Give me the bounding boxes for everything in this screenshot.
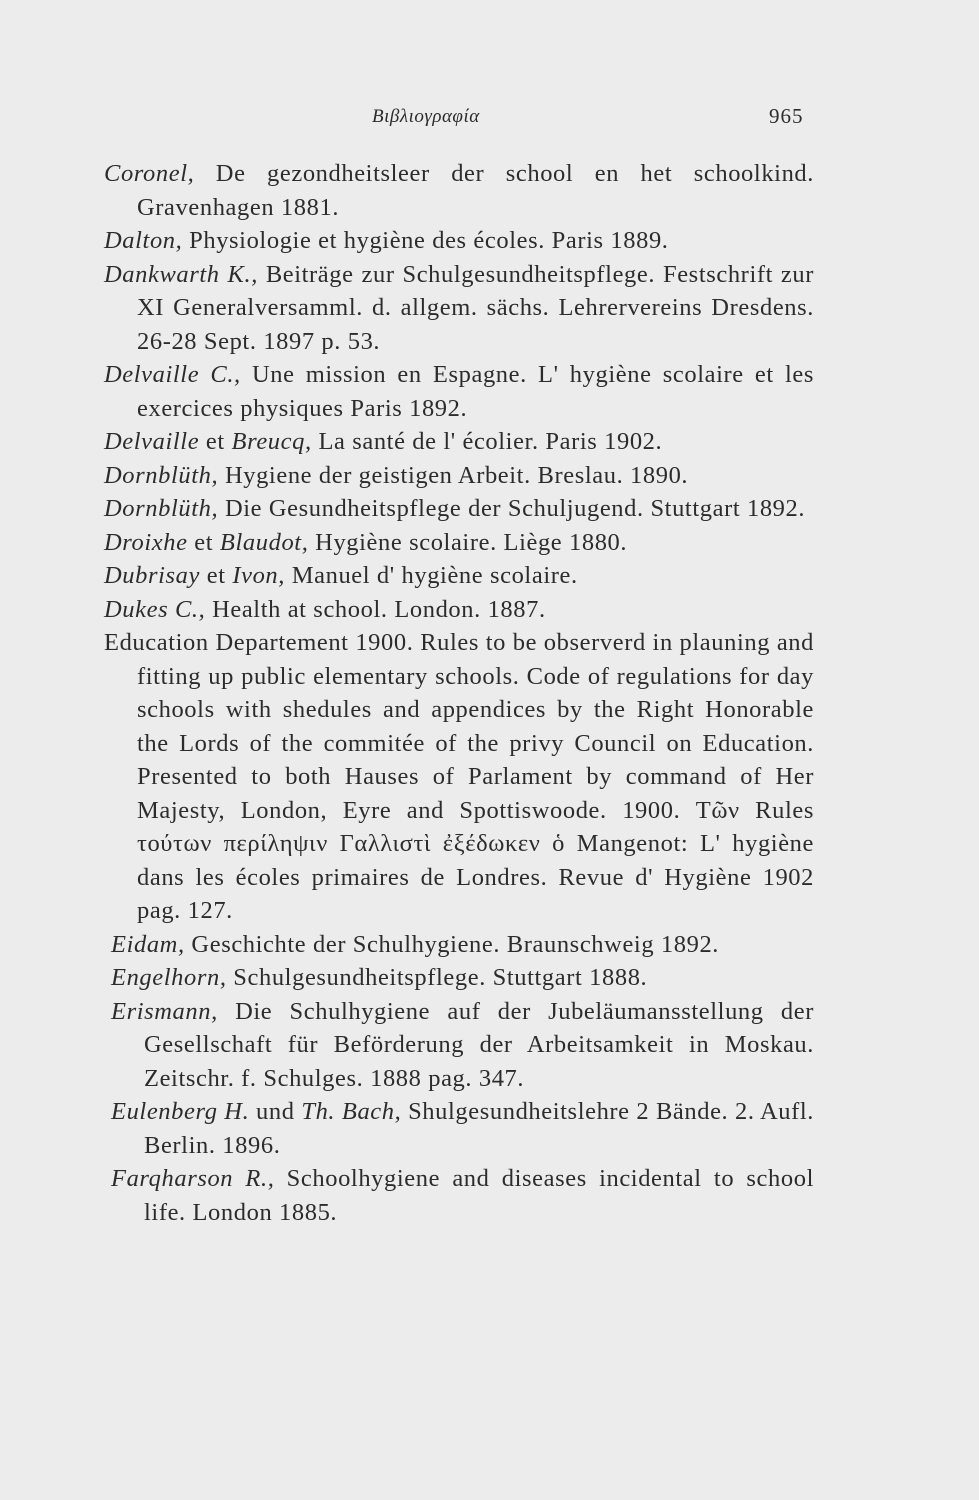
entry-text: Die Gesundheitspflege der Schuljugend. Stuttgart 1892. (218, 495, 806, 522)
entry-text: Geschichte der Schulhygiene. Braunschweig 1892. (184, 930, 720, 958)
entry-coauthor: Th. Bach, (301, 1098, 402, 1125)
bibliography-entry (104, 258, 814, 359)
entry-text: Schoolhygiene and diseases incidental to school life. London 1885. (144, 1165, 814, 1226)
entry-author: Droixhe (104, 528, 188, 556)
entry-text: La santé de l' écolier. Paris 1902. (311, 428, 663, 455)
entry-author: Engelhorn, (111, 964, 227, 991)
entry-connector: und (249, 1098, 302, 1125)
bibliography-list (104, 157, 814, 1229)
bibliography-entry (104, 459, 814, 493)
entry-coauthor: Breucq, (231, 428, 312, 455)
entry-author: Coronel, (104, 160, 195, 187)
entry-text: Schulgesundheitspflege. Stuttgart 1888. (226, 964, 648, 991)
entry-text: Beiträge zur Schulgesundheitspflege. Festschrift zur XI Generalversamml. d. allgem. sächs. Lehrervereins Dresdens. 26-28 Sept. 1897 p. 53. (137, 260, 814, 355)
bibliography-entry (111, 1162, 814, 1229)
entry-connector: et (200, 562, 233, 589)
running-title: Βιβλιογραφία (372, 106, 480, 127)
bibliography-entry (104, 425, 814, 459)
entry-author: Dubrisay (104, 562, 200, 589)
entry-author: Eidam, (111, 930, 185, 958)
entry-text: Manuel d' hygiène scolaire. (285, 562, 578, 589)
bibliography-entry (104, 224, 814, 258)
entry-author: Dornblüth, (104, 461, 219, 489)
page-number: 965 (769, 104, 804, 128)
entry-text: Hygiene der geistigen Arbeit. Breslau. 1890. (218, 461, 689, 489)
entry-text: Education Departement 1900. Rules to be observerd in plauning and fitting up public elementary schools. Code of regulations for day schools with shedules and appendices by the Right Honorable the Lords of the commitée of the privy Council on Education. Presented to both Hauses of Parlament by command of Her Majesty, London, Eyre and Spottiswoode. 1900. Τῶν Rules τούτων περίληψιν Γαλλιστὶ ἐξέδωκεν ὁ Mangenot: L' hygiène dans les écoles primaires de Londres. Revue d' Hygiène 1902 pag. 127. (104, 629, 814, 924)
entry-coauthor: Blaudot, (219, 528, 309, 556)
bibliography-entry (104, 559, 814, 593)
bibliography-entry (104, 492, 814, 526)
entry-author: Eulenberg H. (111, 1098, 250, 1125)
entry-author: Dalton, (104, 227, 183, 254)
entry-text: Die Schulhygiene auf der Jubeläumansstellung der Gesellschaft für Beförderung der Arbeitsamkeit in Moskau. Zeitschr. f. Schulges. 1888 pag. 347. (144, 997, 814, 1092)
bibliography-entry (111, 1095, 815, 1162)
entry-author: Erismann, (111, 997, 218, 1025)
entry-author: Delvaille (104, 428, 200, 455)
entry-coauthor: Ivon, (232, 562, 286, 589)
entry-text: Hygiène scolaire. Liège 1880. (308, 528, 628, 556)
bibliography-entry (104, 157, 814, 224)
bibliography-entry (104, 358, 814, 425)
entry-author: Delvaille C., (104, 361, 241, 388)
running-head (0, 104, 979, 134)
entry-author: Farqharson R., (111, 1165, 275, 1192)
bibliography-entry (111, 961, 814, 995)
bibliography-entry (104, 526, 814, 560)
entry-text: Health at school. London. 1887. (205, 595, 546, 623)
entry-connector: et (187, 528, 220, 556)
bibliography-entry (111, 995, 814, 1096)
entry-text: Une mission en Espagne. L' hygiène scolaire et les exercices physiques Paris 1892. (137, 361, 814, 422)
bibliography-entry (104, 593, 814, 627)
entry-text: Physiologie et hygiène des écoles. Paris 1889. (182, 227, 669, 254)
bibliography-entry (104, 626, 814, 928)
bibliography-entry (111, 928, 814, 962)
entry-connector: et (199, 428, 232, 455)
entry-author: Dankwarth K., (104, 260, 258, 288)
entry-author: Dornblüth, (104, 495, 219, 522)
entry-text: De gezondheitsleer der school en het schoolkind. Gravenhagen 1881. (137, 160, 814, 221)
entry-text: Shulgesundheitslehre 2 Bände. 2. Aufl. Berlin. 1896. (144, 1098, 815, 1159)
entry-author: Dukes C., (104, 595, 206, 623)
